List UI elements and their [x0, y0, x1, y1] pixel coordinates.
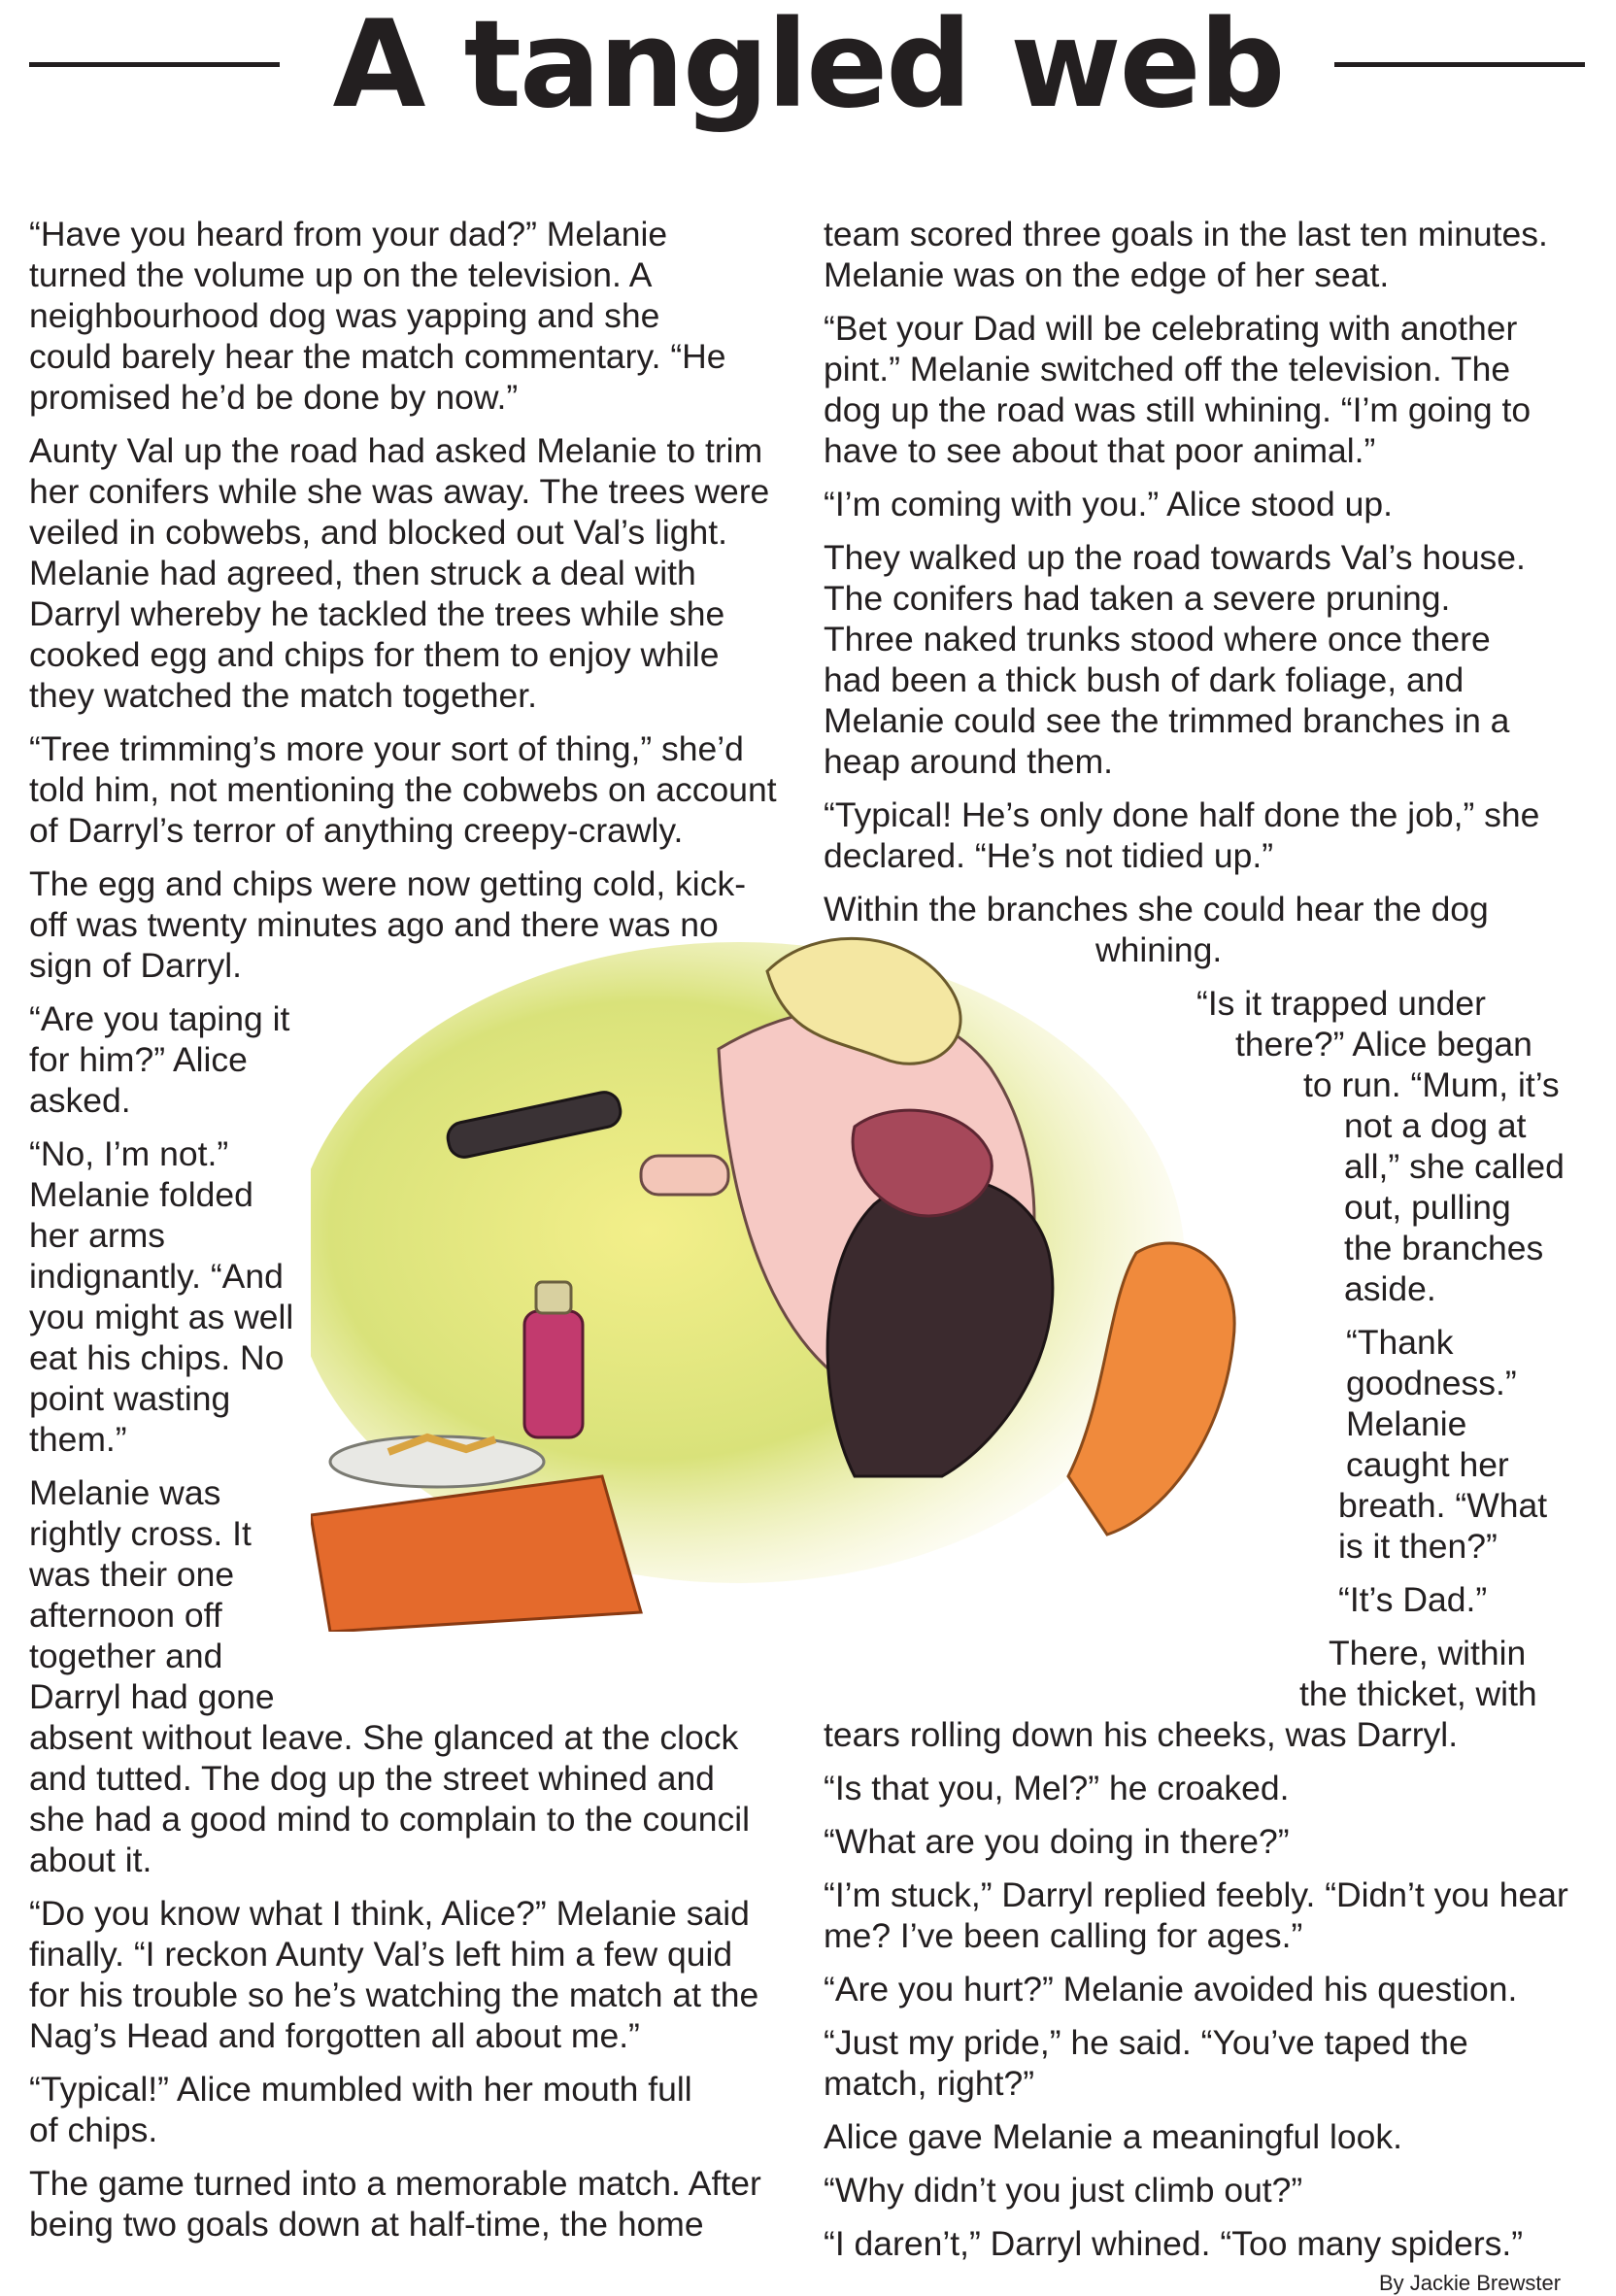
- left-column-line: promised he’d be done by now.”: [29, 378, 519, 417]
- left-column-line: about it.: [29, 1840, 152, 1879]
- left-column-line: Melanie was: [29, 1473, 221, 1512]
- right-column-line: goodness.”: [1346, 1364, 1517, 1402]
- left-column-line: sign of Darryl.: [29, 946, 242, 985]
- right-column-line: “I’m coming with you.” Alice stood up.: [824, 485, 1393, 523]
- left-column-line: they watched the match together.: [29, 676, 537, 715]
- left-column-line: neighbourhood dog was yapping and she: [29, 296, 660, 335]
- right-column-line: There, within: [1329, 1634, 1527, 1672]
- left-column-line: told him, not mentioning the cobwebs on account: [29, 770, 777, 809]
- right-column-line: all,” she called: [1344, 1147, 1565, 1186]
- left-column-line: was their one: [29, 1555, 235, 1594]
- left-column-line: together and: [29, 1637, 223, 1675]
- right-column-line: Within the branches she could hear the dog: [824, 890, 1489, 929]
- right-column-line: “Is that you, Mel?” he croaked.: [824, 1769, 1290, 1807]
- right-column-line: not a dog at: [1344, 1106, 1527, 1145]
- right-column-line: had been a thick bush of dark foliage, and: [824, 660, 1464, 699]
- right-column-line: match, right?”: [824, 2064, 1035, 2103]
- left-column-line: finally. “I reckon Aunty Val’s left him a few quid: [29, 1935, 733, 1974]
- left-column-line: for him?” Alice: [29, 1040, 248, 1079]
- left-column-line: “Tree trimming’s more your sort of thing,” she’d: [29, 729, 744, 768]
- right-column-line: “I daren’t,” Darryl whined. “Too many spiders.”: [824, 2224, 1524, 2263]
- right-column-line: “Just my pride,” he said. “You’ve taped the: [824, 2023, 1468, 2062]
- left-column-line: her arms: [29, 1216, 166, 1255]
- right-column-line: is it then?”: [1338, 1527, 1498, 1566]
- left-column-line: indignantly. “And: [29, 1257, 284, 1296]
- left-column-line: absent without leave. She glanced at the clock: [29, 1718, 739, 1757]
- left-column-line: of Darryl’s terror of anything creepy-crawly.: [29, 811, 684, 850]
- byline: By Jackie Brewster: [1379, 2271, 1562, 2295]
- title-banner: [0, 0, 1616, 146]
- left-column-line: for his trouble so he’s watching the match at the: [29, 1975, 759, 2014]
- left-column-line: Darryl had gone: [29, 1677, 275, 1716]
- left-column-line: Melanie had agreed, then struck a deal with: [29, 554, 696, 592]
- right-column-line: Three naked trunks stood where once there: [824, 620, 1491, 658]
- left-column-line: of chips.: [29, 2110, 158, 2149]
- right-column-line: breath. “What: [1338, 1486, 1548, 1525]
- right-column-line: “Is it trapped under: [1196, 984, 1486, 1023]
- right-column-line: dog up the road was still whining. “I’m going to: [824, 390, 1532, 429]
- left-column-line: them.”: [29, 1420, 127, 1459]
- right-column-line: caught her: [1346, 1445, 1509, 1484]
- left-column-line: The egg and chips were now getting cold, kick-: [29, 864, 747, 903]
- right-column-line: the thicket, with: [1299, 1674, 1537, 1713]
- left-column-line: Melanie folded: [29, 1175, 253, 1214]
- right-column-line: heap around them.: [824, 742, 1114, 781]
- right-column-line: Melanie: [1346, 1404, 1467, 1443]
- right-column-line: “Bet your Dad will be celebrating with another: [824, 309, 1518, 348]
- right-column-line: me? I’ve been calling for ages.”: [824, 1916, 1303, 1955]
- left-column-line: “Have you heard from your dad?” Melanie: [29, 215, 668, 253]
- right-column-line: team scored three goals in the last ten minutes.: [824, 215, 1548, 253]
- left-column-line: Darryl whereby he tackled the trees while she: [29, 594, 725, 633]
- left-column-line: she had a good mind to complain to the council: [29, 1800, 751, 1839]
- left-column-line: Aunty Val up the road had asked Melanie to trim: [29, 431, 763, 470]
- right-column-line: Alice gave Melanie a meaningful look.: [824, 2117, 1402, 2156]
- table-edge: [311, 1476, 641, 1632]
- right-column-line: The conifers had taken a severe pruning.: [824, 579, 1451, 618]
- left-column-line: “Typical!” Alice mumbled with her mouth full: [29, 2070, 692, 2109]
- page-title: A tangled web: [332, 0, 1284, 135]
- left-column-line: “Are you taping it: [29, 999, 290, 1038]
- right-column-line: Melanie was on the edge of her seat.: [824, 255, 1390, 294]
- title-rule-right: [1334, 62, 1585, 67]
- left-column-line: “Do you know what I think, Alice?” Melanie said: [29, 1894, 750, 1933]
- left-column-line: point wasting: [29, 1379, 231, 1418]
- right-column-line: “Typical! He’s only done half done the job,” she: [824, 795, 1540, 834]
- plate-of-chips-icon: [330, 1436, 544, 1487]
- right-column-line: there?” Alice began: [1235, 1025, 1532, 1064]
- left-column-line: off was twenty minutes ago and there was no: [29, 905, 719, 944]
- left-column-line: being two goals down at half-time, the home: [29, 2205, 704, 2244]
- left-column-line: “No, I’m not.”: [29, 1134, 229, 1173]
- right-column-line: have to see about that poor animal.”: [824, 431, 1376, 470]
- left-column-line: asked.: [29, 1081, 131, 1120]
- right-column-line: whining.: [1095, 930, 1223, 969]
- title-rule-left: [29, 62, 280, 67]
- melanie-hand: [641, 1156, 728, 1195]
- left-column-line: Nag’s Head and forgotten all about me.”: [29, 2016, 640, 2055]
- right-column-line: “What are you doing in there?”: [824, 1822, 1290, 1861]
- left-column-line: afternoon off: [29, 1596, 222, 1635]
- right-column-line: “Why didn’t you just climb out?”: [824, 2171, 1303, 2210]
- left-column-line: turned the volume up on the television. A: [29, 255, 653, 294]
- right-column-line: tears rolling down his cheeks, was Darryl.: [824, 1715, 1459, 1754]
- left-column-line: eat his chips. No: [29, 1338, 285, 1377]
- left-column-line: you might as well: [29, 1298, 294, 1336]
- right-column-line: “Thank: [1346, 1323, 1454, 1362]
- left-column-line: cooked egg and chips for them to enjoy while: [29, 635, 720, 674]
- right-column-line: aside.: [1344, 1269, 1436, 1308]
- right-column-line: pint.” Melanie switched off the television. The: [824, 350, 1511, 388]
- left-column-line: rightly cross. It: [29, 1514, 252, 1553]
- right-column-line: to run. “Mum, it’s: [1303, 1065, 1560, 1104]
- left-column-line: The game turned into a memorable match. After: [29, 2164, 761, 2203]
- right-column-line: out, pulling: [1344, 1188, 1511, 1227]
- right-column-line: “Are you hurt?” Melanie avoided his question.: [824, 1970, 1518, 2009]
- right-column-line: “I’m stuck,” Darryl replied feebly. “Didn’t you hear: [824, 1875, 1568, 1914]
- story-illustration: [311, 932, 1282, 1632]
- left-column-line: her conifers while she was away. The trees were: [29, 472, 770, 511]
- left-column-line: and tutted. The dog up the street whined and: [29, 1759, 715, 1798]
- right-column-line: “It’s Dad.”: [1338, 1580, 1488, 1619]
- left-column-line: veiled in cobwebs, and blocked out Val’s light.: [29, 513, 727, 552]
- right-column-line: declared. “He’s not tidied up.”: [824, 836, 1274, 875]
- right-column-line: Melanie could see the trimmed branches in a: [824, 701, 1510, 740]
- left-column-line: could barely hear the match commentary. “He: [29, 337, 726, 376]
- right-column-line: the branches: [1344, 1229, 1544, 1267]
- right-column-line: They walked up the road towards Val’s house.: [824, 538, 1526, 577]
